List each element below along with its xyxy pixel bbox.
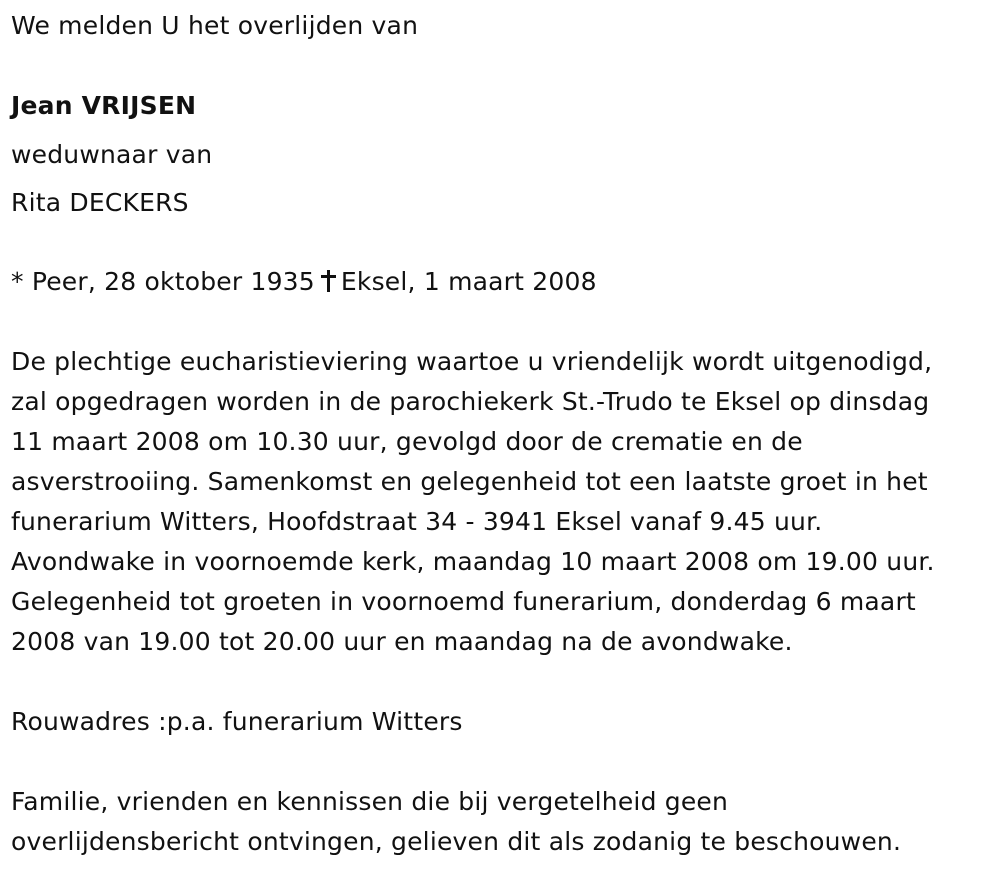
ceremony-line: Avondwake in voornoemde kerk, maandag 10 maart 2008 om 19.00 uur. (11, 547, 935, 576)
closing-line: Familie, vrienden en kennissen die bij vergetelheid geen (11, 787, 729, 816)
relation-text: weduwnaar van (11, 140, 213, 169)
ceremony-line: 2008 van 19.00 tot 20.00 uur en maandag na de avondwake. (11, 627, 793, 656)
intro-text: We melden U het overlijden van (11, 11, 419, 40)
ceremony-line: De plechtige eucharistieviering waartoe u vriendelijk wordt uitgenodigd, (11, 347, 933, 376)
death-info: Eksel, 1 maart 2008 (340, 267, 597, 296)
deceased-name: Jean VRIJSEN (11, 91, 197, 120)
life-dates (11, 269, 597, 294)
spouse-name: Rita DECKERS (11, 188, 189, 217)
ceremony-line: zal opgedragen worden in de parochiekerk St.-Trudo te Eksel op dinsdag (11, 387, 930, 416)
cross-icon (321, 270, 335, 292)
ceremony-line: asverstrooiing. Samenkomst en gelegenheid tot een laatste groet in het (11, 467, 928, 496)
ceremony-line: Gelegenheid tot groeten in voornoemd funerarium, donderdag 6 maart (11, 587, 916, 616)
ceremony-line: funerarium Witters, Hoofdstraat 34 - 3941 Eksel vanaf 9.45 uur. (11, 507, 823, 536)
birth-info: * Peer, 28 oktober 1935 (11, 267, 315, 296)
ceremony-line: 11 maart 2008 om 10.30 uur, gevolgd door de crematie en de (11, 427, 803, 456)
closing-line: overlijdensbericht ontvingen, gelieven dit als zodanig te beschouwen. (11, 827, 902, 856)
mourning-address: Rouwadres :p.a. funerarium Witters (11, 707, 463, 736)
